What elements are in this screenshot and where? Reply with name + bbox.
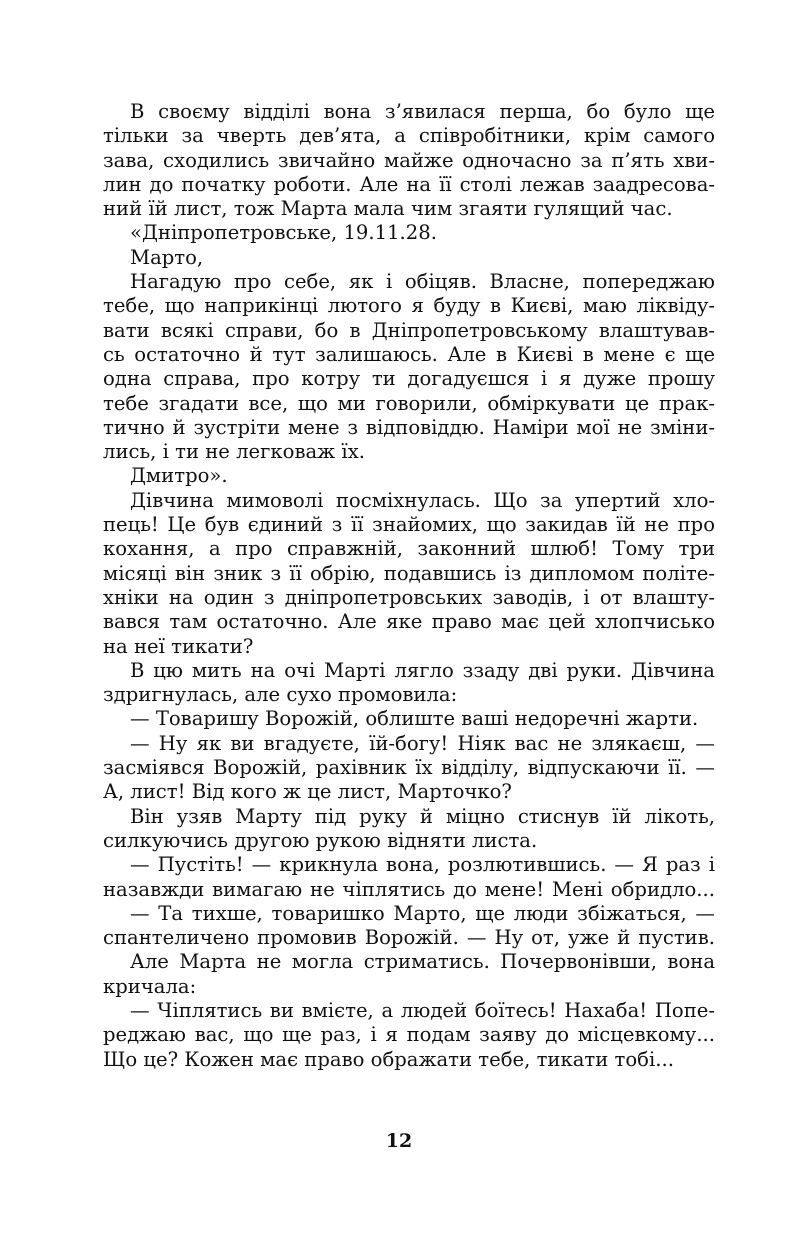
text-line: вався там остаточно. Але яке право має цей хлопчисько	[103, 610, 715, 634]
text-line: В своєму відділі вона з’явилася перша, бо було ще	[130, 100, 715, 123]
text-line: — Та тихше, товаришко Марто, ще люди збіжаться, —	[130, 901, 715, 925]
text-line: пець! Це був єдиний з її знайомих, що закидав їй не про	[103, 513, 715, 537]
text-line: Він узяв Марту під руку й міцно стиснув їй лікоть,	[130, 804, 715, 828]
text-line: кохання, а про справжній, законний шлюб! Тому три	[103, 537, 715, 561]
text-line: сь остаточно й тут залишаюсь. Але в Києві в мене є ще	[103, 342, 715, 366]
text-line: лин до початку роботи. Але на її столі лежав заадресова-	[103, 172, 715, 196]
text-line: тебе, що наприкінці лютого я буду в Києві, маю ліквіду-	[103, 294, 715, 318]
text-line: місяці він зник з її обрію, подавшись із дипломом політе-	[103, 561, 715, 585]
text-line: тільки за чверть дев’ята, а співробітники, крім самого	[103, 124, 715, 148]
page-number: 12	[385, 1130, 413, 1152]
body-text	[103, 100, 715, 1072]
text-line: хніки на один з дніпропетровських заводів, і от влашту-	[103, 585, 715, 609]
text-line: на неї тикати?	[103, 634, 254, 658]
text-line: — Чіплятись ви вмієте, а людей боїтесь! Нахаба! Попе-	[130, 998, 715, 1022]
text-line: — Товаришу Ворожій, облиште ваші недоречні жарти.	[130, 707, 699, 731]
text-line: здригнулась, але сухо промовила:	[103, 683, 458, 707]
text-line: Нагадую про себе, як і обіцяв. Власне, попереджаю	[130, 270, 715, 294]
text-line: — Пустіть! — крикнула вона, розлютившись. — Я раз і	[130, 853, 715, 877]
text-line: В цю мить на очі Марті лягло ззаду дві руки. Дівчина	[130, 658, 715, 682]
text-line: кричала:	[103, 974, 197, 998]
text-line: тично й зустріти мене з відповіддю. Наміри мої не зміни-	[103, 415, 715, 439]
text-line: спантеличено промовив Ворожій. — Ну от, уже й пустив.	[103, 926, 715, 950]
text-line: А, лист! Від кого ж це лист, Марточко?	[103, 780, 512, 804]
text-line: тебе згадати все, що ми говорили, обміркувати це прак-	[103, 391, 715, 415]
text-line: одна справа, про котру ти догадуєшся і я дуже прошу	[103, 367, 715, 391]
text-line: Що це? Кожен має право ображати тебе, тикати тобі...	[103, 1047, 674, 1071]
text-line: Дмитро».	[130, 464, 228, 488]
text-line: — Ну як ви вгадуєте, їй-богу! Ніяк вас не злякаєш, —	[130, 731, 715, 755]
text-line: ний їй лист, тож Марта мала чим згаяти гулящий час.	[103, 197, 673, 221]
text-line: реджаю вас, що ще раз, і я подам заяву до місцевкому...	[103, 1023, 715, 1047]
text-line: лись, і ти не легковаж їх.	[103, 440, 365, 464]
text-line: вати всякі справи, бо в Дніпропетровському влаштував-	[103, 318, 715, 342]
text-line: назавжди вимагаю не чіплятись до мене! Мені обридло...	[103, 877, 715, 901]
text-line: Але Марта не могла стриматись. Почервонівши, вона	[130, 950, 715, 974]
text-line: засміявся Ворожій, рахівник їх відділу, відпускаючи її. —	[103, 756, 715, 780]
text-line: Марто,	[130, 245, 204, 269]
text-line: силкуючись другою рукою відняти листа.	[103, 828, 538, 852]
text-line: зава, сходились звичайно майже одночасно за п’ять хви-	[103, 148, 715, 172]
text-line: Дівчина мимоволі посміхнулась. Що за упертий хло-	[130, 488, 715, 512]
text-line: «Дніпропетровське, 19.11.28.	[130, 221, 437, 245]
